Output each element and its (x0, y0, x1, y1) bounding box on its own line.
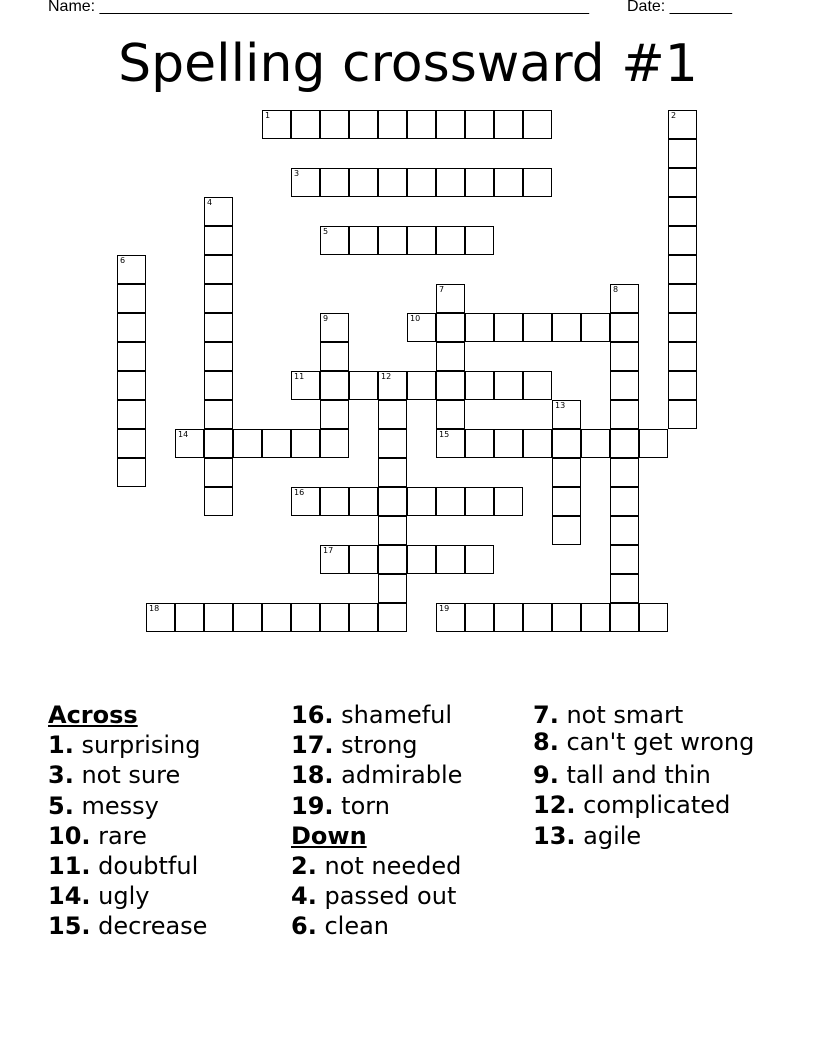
grid-cell[interactable] (436, 545, 465, 574)
grid-cell[interactable] (610, 342, 639, 371)
grid-cell[interactable] (465, 603, 494, 632)
grid-cell[interactable] (436, 603, 465, 632)
grid-cell[interactable] (320, 400, 349, 429)
grid-cell[interactable] (291, 110, 320, 139)
grid-cell[interactable] (320, 313, 349, 342)
grid-cell[interactable] (436, 487, 465, 516)
grid-cell[interactable] (668, 342, 697, 371)
grid-cell[interactable] (407, 110, 436, 139)
grid-cell[interactable] (523, 603, 552, 632)
clue-down-6: 6. clean (291, 912, 390, 941)
grid-cell[interactable] (668, 284, 697, 313)
grid-cell[interactable] (204, 487, 233, 516)
grid-cell[interactable] (610, 371, 639, 400)
clue-across-1: 1. surprising (48, 731, 201, 760)
grid-cell[interactable] (552, 458, 581, 487)
grid-cell[interactable] (262, 110, 291, 139)
grid-cell[interactable] (204, 226, 233, 255)
grid-cell[interactable] (349, 226, 378, 255)
grid-cell[interactable] (407, 168, 436, 197)
clue-down-12: 12. complicated (533, 791, 731, 820)
grid-cell[interactable] (610, 574, 639, 603)
grid-cell[interactable] (204, 603, 233, 632)
clue-number: 3 (294, 169, 300, 178)
clue-number: 17 (323, 546, 334, 555)
grid-cell[interactable] (117, 371, 146, 400)
grid-cell[interactable] (552, 516, 581, 545)
name-field: Name: _______________________________________________________ (48, 0, 589, 15)
grid-cell[interactable] (465, 487, 494, 516)
grid-cell[interactable] (668, 255, 697, 284)
grid-cell[interactable] (610, 458, 639, 487)
grid-cell[interactable] (494, 168, 523, 197)
grid-cell[interactable] (610, 429, 639, 458)
down-heading: Down (291, 821, 367, 850)
grid-cell[interactable] (436, 226, 465, 255)
clue-across-17: 17. strong (291, 731, 418, 760)
clue-number: 14 (178, 430, 189, 439)
grid-cell[interactable] (668, 139, 697, 168)
grid-cell[interactable] (320, 110, 349, 139)
grid-cell[interactable] (668, 168, 697, 197)
grid-cell[interactable] (494, 371, 523, 400)
grid-cell[interactable] (320, 429, 349, 458)
grid-cell[interactable] (233, 429, 262, 458)
grid-cell[interactable] (465, 313, 494, 342)
clue-down-8: 8. can't get wrong (533, 728, 755, 757)
clue-across-15: 15. decrease (48, 912, 208, 941)
clue-number: 13 (555, 401, 566, 410)
grid-cell[interactable] (378, 487, 407, 516)
clue-number: 18 (149, 604, 160, 613)
grid-cell[interactable] (291, 168, 320, 197)
grid-cell[interactable] (668, 313, 697, 342)
date-field: Date: _______ (627, 0, 732, 15)
grid-cell[interactable] (610, 516, 639, 545)
clue-number: 8 (613, 285, 619, 294)
grid-cell[interactable] (668, 226, 697, 255)
grid-cell[interactable] (204, 284, 233, 313)
clue-number: 7 (439, 285, 445, 294)
grid-cell[interactable] (668, 197, 697, 226)
grid-cell[interactable] (436, 342, 465, 371)
grid-cell[interactable] (436, 110, 465, 139)
grid-cell[interactable] (117, 255, 146, 284)
clue-number: 10 (410, 314, 421, 323)
clue-across-11: 11. doubtful (48, 852, 199, 881)
clue-across-14: 14. ugly (48, 882, 150, 911)
across-heading: Across (48, 701, 138, 729)
clue-across-3: 3. not sure (48, 761, 181, 790)
grid-cell[interactable] (378, 429, 407, 458)
grid-cell[interactable] (320, 168, 349, 197)
grid-cell[interactable] (204, 313, 233, 342)
grid-cell[interactable] (407, 313, 436, 342)
clue-across-5: 5. messy (48, 791, 159, 820)
grid-cell[interactable] (639, 429, 668, 458)
grid-cell[interactable] (494, 487, 523, 516)
grid-cell[interactable] (552, 603, 581, 632)
clue-number: 2 (671, 111, 677, 120)
grid-cell[interactable] (117, 342, 146, 371)
clue-down-13: 13. agile (533, 821, 642, 850)
grid-cell[interactable] (668, 400, 697, 429)
grid-cell[interactable] (465, 226, 494, 255)
grid-cell[interactable] (378, 545, 407, 574)
grid-cell[interactable] (291, 371, 320, 400)
grid-cell[interactable] (552, 313, 581, 342)
clue-across-18: 18. admirable (291, 761, 463, 790)
grid-cell[interactable] (378, 603, 407, 632)
grid-cell[interactable] (494, 603, 523, 632)
grid-cell[interactable] (117, 313, 146, 342)
grid-cell[interactable] (436, 168, 465, 197)
grid-cell[interactable] (117, 429, 146, 458)
grid-cell[interactable] (378, 458, 407, 487)
grid-cell[interactable] (407, 487, 436, 516)
grid-cell[interactable] (204, 371, 233, 400)
grid-cell[interactable] (523, 110, 552, 139)
clue-number: 4 (207, 198, 213, 207)
page-title: Spelling crossward #1 (118, 34, 698, 94)
grid-cell[interactable] (233, 603, 262, 632)
grid-cell[interactable] (349, 545, 378, 574)
grid-cell[interactable] (320, 226, 349, 255)
grid-cell[interactable] (117, 284, 146, 313)
grid-cell[interactable] (610, 313, 639, 342)
grid-cell[interactable] (581, 313, 610, 342)
grid-cell[interactable] (523, 313, 552, 342)
grid-cell[interactable] (407, 226, 436, 255)
clue-number: 5 (323, 227, 329, 236)
grid-cell[interactable] (349, 371, 378, 400)
grid-cell[interactable] (436, 284, 465, 313)
grid-cell[interactable] (204, 400, 233, 429)
grid-cell[interactable] (378, 371, 407, 400)
grid-cell[interactable] (378, 516, 407, 545)
grid-cell[interactable] (175, 429, 204, 458)
grid-cell[interactable] (494, 110, 523, 139)
grid-cell[interactable] (262, 603, 291, 632)
grid-cell[interactable] (465, 110, 494, 139)
grid-cell[interactable] (378, 168, 407, 197)
grid-cell[interactable] (204, 255, 233, 284)
grid-cell[interactable] (146, 603, 175, 632)
grid-cell[interactable] (465, 545, 494, 574)
grid-cell[interactable] (465, 168, 494, 197)
grid-cell[interactable] (494, 429, 523, 458)
grid-cell[interactable] (610, 487, 639, 516)
grid-cell[interactable] (349, 603, 378, 632)
grid-cell[interactable] (494, 313, 523, 342)
grid-cell[interactable] (407, 545, 436, 574)
grid-cell[interactable] (639, 603, 668, 632)
clue-across-19: 19. torn (291, 791, 390, 820)
clue-number: 19 (439, 604, 450, 613)
grid-cell[interactable] (378, 400, 407, 429)
grid-cell[interactable] (436, 371, 465, 400)
grid-cell[interactable] (204, 458, 233, 487)
grid-cell[interactable] (349, 487, 378, 516)
clue-across-10: 10. rare (48, 821, 147, 850)
grid-cell[interactable] (291, 603, 320, 632)
grid-cell[interactable] (610, 400, 639, 429)
grid-cell[interactable] (668, 110, 697, 139)
clue-number: 16 (294, 488, 305, 497)
clue-across-16: 16. shameful (291, 701, 453, 729)
grid-cell[interactable] (117, 400, 146, 429)
grid-cell[interactable] (349, 110, 378, 139)
grid-cell[interactable] (523, 371, 552, 400)
grid-cell[interactable] (320, 603, 349, 632)
grid-cell[interactable] (436, 313, 465, 342)
grid-cell[interactable] (291, 487, 320, 516)
grid-cell[interactable] (581, 429, 610, 458)
clue-number: 6 (120, 256, 126, 265)
clue-down-7: 7. not smart (533, 701, 684, 729)
clue-column-1 (48, 700, 207, 942)
grid-cell[interactable] (610, 603, 639, 632)
grid-cell[interactable] (204, 197, 233, 226)
grid-cell[interactable] (320, 487, 349, 516)
grid-cell[interactable] (407, 371, 436, 400)
grid-cell[interactable] (523, 168, 552, 197)
grid-cell[interactable] (552, 429, 581, 458)
grid-cell[interactable] (320, 342, 349, 371)
grid-cell[interactable] (552, 487, 581, 516)
grid-cell[interactable] (581, 603, 610, 632)
grid-cell[interactable] (175, 603, 204, 632)
clue-down-9: 9. tall and thin (533, 761, 711, 790)
clue-number: 12 (381, 372, 392, 381)
grid-cell[interactable] (320, 371, 349, 400)
grid-cell[interactable] (436, 400, 465, 429)
grid-cell[interactable] (465, 429, 494, 458)
clue-down-2: 2. not needed (291, 852, 462, 881)
clue-column-3 (533, 700, 773, 851)
clue-down-4: 4. passed out (291, 882, 457, 911)
grid-cell[interactable] (465, 371, 494, 400)
grid-cell[interactable] (610, 284, 639, 313)
grid-cell[interactable] (204, 342, 233, 371)
grid-cell[interactable] (610, 545, 639, 574)
grid-cell[interactable] (262, 429, 291, 458)
grid-cell[interactable] (436, 429, 465, 458)
clue-number: 9 (323, 314, 329, 323)
grid-cell[interactable] (378, 226, 407, 255)
clue-column-2 (291, 700, 462, 942)
grid-cell[interactable] (378, 110, 407, 139)
grid-cell[interactable] (349, 168, 378, 197)
grid-cell[interactable] (291, 429, 320, 458)
grid-cell[interactable] (204, 429, 233, 458)
grid-cell[interactable] (668, 371, 697, 400)
grid-cell[interactable] (523, 429, 552, 458)
clue-number: 1 (265, 111, 271, 120)
grid-cell[interactable] (320, 545, 349, 574)
grid-cell[interactable] (117, 458, 146, 487)
clue-number: 11 (294, 372, 305, 381)
grid-cell[interactable] (378, 574, 407, 603)
grid-cell[interactable] (552, 400, 581, 429)
clue-number: 15 (439, 430, 450, 439)
